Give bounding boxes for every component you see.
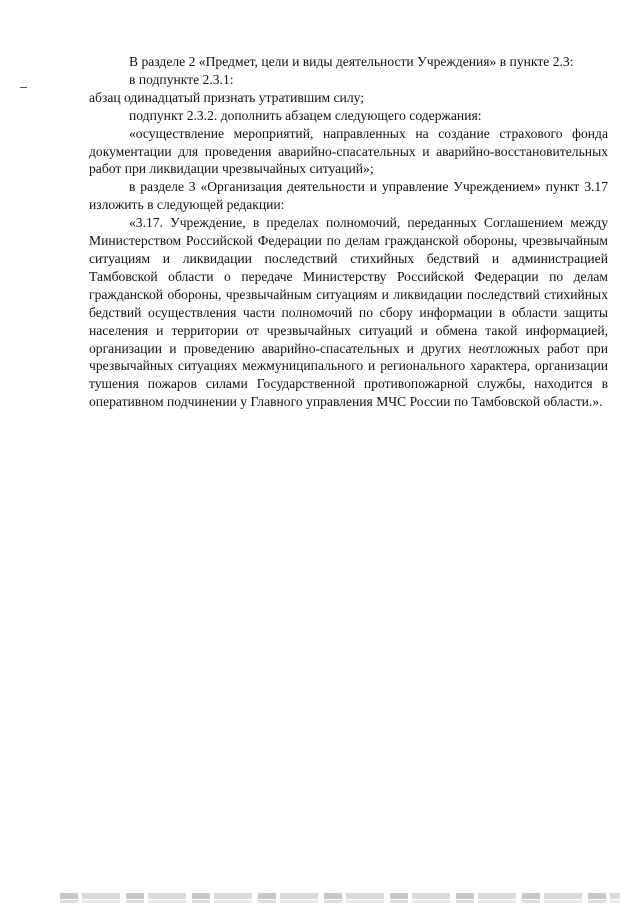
scan-edge-artifact xyxy=(60,893,620,899)
paragraph-abzac-eleventh: абзац одинадцатый признать утратившим силу; xyxy=(89,89,365,105)
paragraph-clause-3-17: «3.17. Учреждение, в пределах полномочий, переданных Соглашением между Министерством Российской Федерации по делам гражданской обороны, чрезвычайным ситуациям и ликвидации последствий стихийных бедствий и администрацией Тамбовской области о передаче Министерству Российской Федерации по делам гражданской обороны, чрезвычайным ситуациям и ликвидации последствий стихийных бедствий осуществления части полномочий по сбору информации в области защиты населения и территории от чрезвычайных ситуаций и обмена такой информацией, организации и проведению аварийно-спасательных и других неотложных работ при чрезвычайных ситуациях межмуниципального и регионального характера, организации тушения пожаров силами Государственной противопожарной службы, находится в оперативном подчинении у Главного управления МЧС России по Тамбовской области.». xyxy=(89,215,608,410)
document-body xyxy=(89,53,608,411)
paragraph-insurance-fund: «осуществление мероприятий, направленных на создание страхового фонда документации для проведения аварийно-спасательных и аварийно-восстановительных работ при ликвидации чрезвычайных ситуаций»; xyxy=(89,125,608,177)
paragraph-section-3: в разделе 3 «Организация деятельности и управление Учреждением» пункт 3.17 изложить в следующей редакции: xyxy=(89,179,608,213)
paragraph-subclause-2-3-2: подпункт 2.3.2. дополнить абзацем следующего содержания: xyxy=(129,107,482,123)
scan-edge-artifact-lower xyxy=(60,900,620,903)
margin-dash-mark xyxy=(20,87,27,88)
paragraph-section-2: В разделе 2 «Предмет, цели и виды деятельности Учреждения» в пункте 2.3: xyxy=(129,54,574,69)
paragraph-subclause-2-3-1: в подпункте 2.3.1: xyxy=(129,71,234,87)
